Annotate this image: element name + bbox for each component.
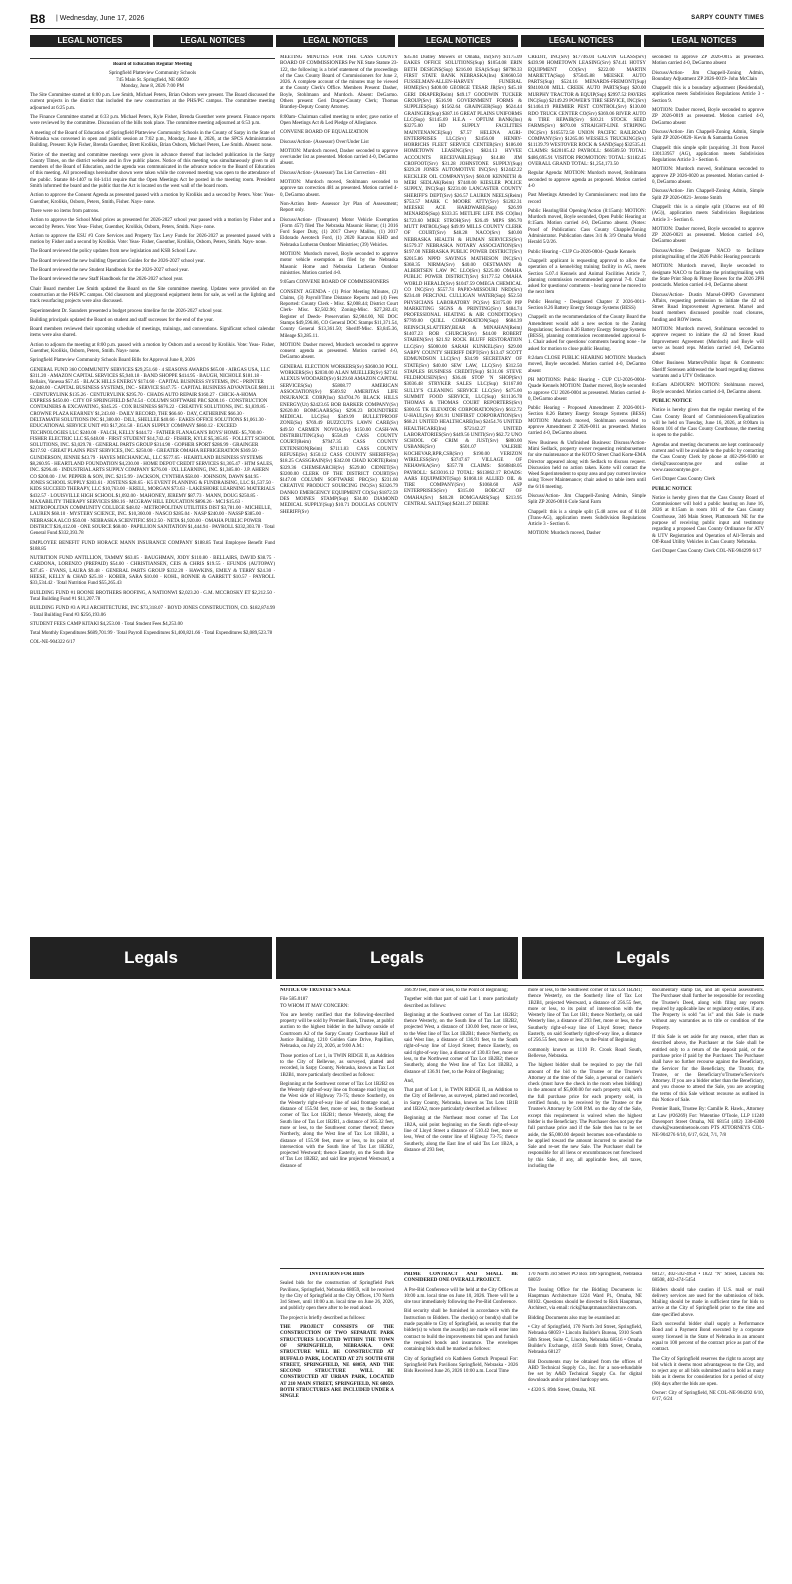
notice-top-rule bbox=[30, 58, 275, 59]
paragraph: Notice is hereby given that the regular meeting of the Cass County Board of Commissioners/Equalization will be held on Tuesday, June 16, 2026, at 8:00am in Room 101 of the Cass County Courthouse, the meeting is open to the public. bbox=[652, 408, 764, 439]
paragraph: Total Monthly Expenditures $689,701.99 · Total Payroll Expenditures $1,400,821.66 · Total Expenditures $2,089,523.78 bbox=[30, 631, 273, 637]
paragraph: Springfield Platteview Community Schools Board Bills for Approval June 8, 2026 bbox=[30, 358, 195, 364]
paragraph: THE PROJECT CONSISTS OF THE CONSTRUCTION OF TWO SEPARATE PARK STRUCTURES LOCATED WITHIN THE TOWN OF SPRINGFIELD, NEBRASKA. ONE STRUCTURE WILL BE CONSTRUCTED AT BUFFALO PARK, LOCATED AT 271 SOUTH 6TH STREET, SPRINGFIELD, NE 68059, AND THE SECOND STRUCTURE WILL BE CONSTRUCTED AT URBAN PARK, LOCATED AT 210 MAIN STREET, SPRINGFIELD, NE 68059. BOTH STRUCTURES ARE INCLUDED UNDER A SINGLE bbox=[280, 1325, 394, 1400]
notice-date: Monday, June 8, 2026 7:00 PM bbox=[121, 83, 184, 89]
paragraph: Public Hearing/Bid Opening/Action (8:15am): MOTION: Murdoch moved, Boyle seconded, Open Public Hearing at 8:15am. Motion carried 4-0, DeGarmo absent. (Notes: Proof of Publication: Cass County Chapple/Zoning Administrator. Publication dates 3/4 & 3/9 Omaha World Herald 5/2/26. bbox=[528, 208, 646, 246]
paragraph: The City of Springfield reserves the right to accept any bid which it deems most advantageous to the City, and to reject any or all bids submitted and to hold as many bids as it deems for consideration for a period of sixty (60) days after the bids are open. bbox=[652, 1356, 764, 1387]
paragraph: Bid Documents may be obtained from the offices of ABD Technical Supply Co., Inc. for a non-refundable fee set by A&D Technical Supply Co. for digital downloads and/or printed hardcopy sets. bbox=[528, 1359, 642, 1384]
legals-banner bbox=[30, 937, 764, 979]
bills-list: GENERAL FUND 360 COMMUNITY SERVICES $29,251.60 · 4 SEASONS AWARDS $65.00 · AIRGAS USA, LLC $311.20 · AMAZON CAPITAL SERVICES $5,940.18 · BAND SHOPPE $414.95 · BAUGH, NICHOLE $181.18 · Bellairs, Vanessa $57.45 · BLACK HILLS ENERGY $174.60 · CAPITAL BUSINESS SYSTEMS, INC - PRINTER $2,048.00 · CAPITAL BUSINESS SYSTEMS, INC - SERVICE $147.75 · CAPITAL BUSINESS ADVANTAGE $801.11 · CENTURYLINK $135.26 · CENTURYLINK $295.70 · CHADS AUTO REPAIR $160.27 · CHICK-A-HOMA EXPRESS $450.00 · CITY OF SPRINGFIELD $474.54 · COLUMN SOFTWARE PBC $200.16 · CONSTRUCTION CONTAINERS & EXCAVATING, $345.25 · COX BUSINESS $676.22 · CREATIVE SOLUTIONS, INC. $1,839.85 · CROWNE PLAZA KEARNEY $1,243.60 · DAILY RECORD, THE $66.60 · DAY, CATHERINE $66.30 · DELTAMATH SOLUTIONS INC $1,380.00 · DILL, SHELLEE $40.66 · EAKES OFFICE SOLUTIONS $1,061.30 · EDUCATIONAL SERVICE UNIT #03 $17,261.58 · EGAN SUPPLY COMPANY $860.12 · EXCEED TECHNOLOGIES LLC $240.00 · FALCH, KELLY $444.72 · FATHER FLANAGAN'S BOYS' HOME- $5,700.00 · FISHER ELECTRIC LLC $5,648.00 · FIRST STUDENT $14,742.42 · FISHER, KYLE $5,365.85 · FOLLETT SCHOOL SOLUTIONS, INC. $3,029.78 · GENERAL PARTS GROUP $314.90 · GOPHER SPORT $286.99 · GRAINGER $217.92 · GREAT PLAINS PEST SERVICES, INC. $250.00 · GREATER OMAHA REFRIGERATION $369.50 · GUNDERSON, JENNIE $43.79 · HAYES MECHANICAL, LLC $577.65 · HEARTLAND BUSINESS SYSTEMS $8,260.95 · HEARTLAND FOUNDATION $4,230.00 · HOME DEPOT CREDIT SERVICES $1,305.47 · HTM SALES, INC. $296.46 · INDUSTRIAL ARTS SUPPLY COMPANY $276.00 · IXL LEARNING, INC. $1,385.00 · J.P. AHERN CO $200.00 · J.W. PEPPER & SON, INC. $215.99 · JACKSON, CYNTHIA $58.00 · JOHNSON, DAWN $44.95 · JONES SCHOOL SUPPLY $283.61 · JOSTENS $28.65 · K5 EVENT PLANNING & FUNDRAISING, LLC $1,537.50 · KIDS SUCCEED THERAPY, LLC $10,763.00 · KRELL, MORGAN $73.63 · LAKESHORE LEARNING MATERIALS $432.57 · LOUISVILLE HIGH SCHOOL $1,092.00 · MAHONEY, JEREMY $87.73 · MANN, DOUG $250.85 · MAXABILITY THERAPY SERVICES $98.16 · MCGRAW HILL EDUCATION $896.26 · MCI $15.63 · METROPOLITAN COMMUNITY COLLEGE $48.02 · METROPOLITAN UTILITIES DIST $3,781.00 · MICHELLE, LAUREN $68.10 · MYSTERY SCIENCE, INC. $10,360.00 · NASCO $285.04 · NASP $240.00 · NASSP $385.00 · NEBRASKA ALCO $50.00 · NEBRASKA SCIENTIFIC $912.50 · NETA $1,920.00 · OMAHA PUBLIC POWER DISTRICT $26,412.00 · ONE SOURCE $68.00 · PAPILLION SANITATION $1,444.94 · PAYROLL $332,303.78 · Total General Fund $332,393.78 bbox=[30, 367, 275, 537]
paragraph: Each successful bidder shall supply a Performance Bond and a Payment Bond executed by a corporate surety licensed in the State of Nebraska in an amount equal to 100 percent of the contract price as part of the contract. bbox=[652, 1322, 764, 1353]
legal-notices-banner bbox=[30, 35, 764, 47]
paragraph: BUILDING FUND #1 BOONE BROTHERS ROOFING, A NATIONWI $2,023.20 · G.M. MCCROSKY ET $2,212.50 · Total Building Fund #1 $11,207.78 bbox=[30, 590, 275, 602]
paragraph: The project is briefly described as follows: bbox=[280, 1315, 366, 1321]
banner-label: LEGAL NOTICES bbox=[30, 35, 150, 47]
paragraph: Discuss/Action- Jim Chappell-Zoning Admin, Simple Split ZP 2026-0020- Kevin & Samantha Gorsen bbox=[652, 129, 764, 142]
paragraph: Owner: City of Springfield, NE COL-NE-904292 6/10, 6/17, 6/24 bbox=[652, 1391, 764, 1403]
paragraph: PRIME CONTRACT AND SHALL BE CONSIDERED ONE OVERALL PROJECT. bbox=[404, 1272, 518, 1284]
paragraph: Chair Board member Lee Smith updated the Board on the Site committee meeting. Updates were provided on the construction at the PHS/PC campus. Old classroom and playground equipment items for sale, as well as the lighting and track resurfacing projects were also discussed. bbox=[30, 286, 275, 305]
paragraph: 68127, 402-592-4950 • 1822 "N" Street, Lincoln NE 68508, 402-474-5454 bbox=[652, 1272, 764, 1284]
paragraph: Action to approve the Consent Agenda as presented passed with a motion by Krolikis and a second by Peters. Vote: Yeas- Guenther, Krolikis, Osborn, Peters, Smith, Fisher. Nays- none. bbox=[30, 193, 275, 205]
paragraph: Beginning at the Northeast most corner of Tax Lot 1B2A, said point beginning on the South right-of-way line of Lloyd Street a distance of 510.42 feet, more or less, West of the center line of Highway 73-75; thence Southerly, along the East line of said Tax Lot 1B2A, a distance of 293 feet, bbox=[404, 1116, 518, 1153]
paragraph: 8:45am ADJOURN: MOTION: Stohlmann moved, Boyle seconded. Motion carried 4-0, DeGarmo absent. bbox=[652, 383, 764, 395]
paragraph: Bidders should take caution if U.S. mail or mail delivery services are used for the submission of bids. Mailing should be made in sufficient time for bids to arrive at the City of Springfield prior to the time and date specified above. bbox=[652, 1287, 764, 1318]
paragraph: Beginning at the Southwest corner of Tax Lot 1B2B2 on the Westerly right-of-way line on frontage road lying on the West side of Highway 73-75; thence Southerly, on the Westerly right-of-way line of said frontage road, a distance of 155.94 feet, more or less, to the Southeast corner of Tax Lot 1B2B1; thence Westerly, along the South line of Tax Lot 1B2B1, a distance of 365.32 feet, more or less, to the Southwest corner thereof; thence Northerly, along the West line of Tax Lot 1B2B1, a distance of 155.90 feet, more or less, to its point of intersection with the South line of Tax Lot 1B2B2, projected Westward; thence Easterly, on the South line of Tax Lot 1B2B2, and said line projected Westward, a distance of bbox=[280, 1081, 394, 1169]
paragraph: BUILDING FUND #3 A PLI ARCHITECTURE, INC $73,318.07 · BOYD JONES CONSTRUCTION, CO. $182,874.99 · Total Building Fund #3 $256,193.06 bbox=[30, 606, 275, 618]
paragraph: Bidding Documents also may be examined at: bbox=[528, 1315, 621, 1321]
paragraph: And, bbox=[404, 1078, 414, 1084]
paragraph: Chappell: this is a simple split (5.48 acres out of 61.08 (Trans-AG), application meets Subdivision Regulations Article 3 - Section 6. bbox=[528, 509, 646, 528]
trustee-sale-col-1 bbox=[280, 988, 394, 1263]
paragraph: MOTION: Dasher moved, Boyle seconded to approve ZP 2026-0019 as presented. Motion carried 4-0, DeGarmo absent bbox=[652, 108, 764, 126]
paragraph: Notice of the meeting and committee meetings were given in advance thereof that included publication in the Sarpy County Times, on the district website and in five public places. Notice of this meeting was simultaneously given to all members of the Board of Education, and the agenda was communicated in the advance notice to the Board of Education of this meeting. All proceedings hereinafter shown were taken while the convened meeting was open to the attendance of the public. Statute 84-1407 to 84-1414 require that the Open Meetings Act be posted in the meeting room. President Smith informed the board and the public that the Act is located on the west wall of the board room. bbox=[30, 152, 275, 190]
notice-top-rule bbox=[280, 1268, 764, 1269]
paragraph: Notice is hereby given that the Cass County Board of Commissioner will hold a public hearing on June 16, 2026 at 8:15am in room 101 of the Cass County Courthouse, 346 Main Street, Plattsmouth NE for the purpose of receiving public input and testimony regarding a proposed Cass County Ordinance for ATV & UTV Registration and Operation of All-Terrain and Off-Road Utility Vehicles in Cass County Nebraska. bbox=[652, 495, 764, 545]
legals-label: Legals bbox=[522, 937, 764, 979]
paragraph: more or less, to the Southwest corner of Tax Lot 1B2B1; thence Westerly, on the Southerly line of Tax Lot 1B2B1, projected Westward, a distance of 256.55 feet, more or less, to its point of intersection with the Westerly line of Tax Lot 1B1; thence Northerly, on said Westerly line, a distance of 293 feet, more or less, to the Southerly right-of-way line of Lloyd Street; thence Easterly, on said Southerly right-of-way line, a distance of 256.55 feet, more or less, to the Point of Beginning bbox=[528, 988, 642, 1044]
paragraph: Past Meetings Attended by Commissioners: read into the record bbox=[528, 193, 646, 205]
paragraph: If this Sale is set aside for any reason, other than as described above, the Purchaser at the Sale shall be entitled only to a return of the deposit paid, or the purchase price if paid by the Purchaser. The Purchaser shall have no further recourse against the Beneficiary, the Servicer for the Beneficiary, the Trustor, the Trustee, or the Beneficiary's/Trustee's/Servicer's Attorney. If you are a bidder other than the Beneficiary, and you choose to attend the Sale, you are accepting the terms of this Sale without recourse as outlined in this Notice of Sale. bbox=[652, 1035, 764, 1104]
paragraph: 170 North 3rd Street PO Box 189 Springfield, Nebraska 68059 bbox=[528, 1272, 642, 1284]
paragraph: CREDIT, INC(Srv) $17746.04 GALVIN GLASS(Srv) $439.90 HOMETOWN LEASING(Srv) $74.41 HOTSY EQUIPMENT CO(Srv) $222.00 MARTIN MARIETTA(Sup) $75045.88 MEESKE AUTO PARTS(Sup) $524.16 MENARDS-FREMONT(Sup) $94100.00 MILL CREEK AUTO PARTS(Sup) $20.00 MURPHY TRACTOR & EQUIP(Sup) $2997.52 PAVERS INC(Sup) $2149.29 POWER'S TIRE SERVICE, INC(Srv) $11464.19 PREMIER PEST CONTROL(Srv) $130.00 RDO TRUCK CENTER CO(Srv) $369.06 RIVER AUTO & TIRE REPAIR(Srv) $10.21 STOCK SEED FARMS(Srv) $870.00 STRAIGHT-LINE STRIPING INC(Srv) $165572.50 UNION PACIFIC RAILROAD COMPANY(Srv) $1265.06 WESSELS TRUCKING(Srv) $11139.79 WESTOVER ROCK & SAND(Sup) $32535.41 CLAIMS: $420105.42 PAYROLL: $66589.50 TOTAL: $486,695.91 VISITOR PROMOTION: TOTAL: $1182.45 OVERALL GRAND TOTAL: $1,254,173.50 bbox=[528, 55, 646, 168]
bids-col-2 bbox=[404, 1272, 518, 1572]
roads-col bbox=[528, 55, 646, 927]
paragraph: MOTION: Murdoch moved, Boyle seconded to designate NACO to facilitate the printing/mailing with the State Print Shop & Pitney Bowes for the 2026 2PH postcards. Motion carried 4-0, DeGarmo absent bbox=[652, 264, 764, 289]
paragraph: Building principals updated the Board on student and staff successes for the end of the year. bbox=[30, 317, 214, 323]
paragraph: seconded to approve ZP 2026-0015 as presented. Motion carried 4-0, DeGarmo absent bbox=[652, 55, 764, 67]
paragraph: You are hereby notified that the following-described property will be sold by Premier Bank, Trustee, at public auction to the highest bidder in the hallway outside of Courtroom A2 of the Sarpy County Courthouse Hall of Justice Building, 1210 Golden Gate Drive, Papillion, Nebraska, on July 23, 2026, at 9:00 A.M.: bbox=[280, 1012, 394, 1050]
paragraph: Chappell: this is a boundary adjustment (Residential), application meets Subdivision Regulations Article 3 - Section 9. bbox=[652, 86, 764, 104]
paragraph: Board members reviewed their upcoming schedule of meetings, trainings, and conventions. Significant school calendar items were also shared. bbox=[30, 327, 275, 339]
cass-county-minutes-col bbox=[280, 55, 398, 927]
paragraph: • City of Springfield, 170 North 3rd Street, Springfield, Nebraska 68059 • Lincoln Builder's Bureau, 5910 South 58th Street, Suite C, Lincoln, Nebraska 68516 • Omaha Builder's Exchange, 4159 South 84th Street, Omaha, Nebraska 68127 bbox=[528, 1325, 642, 1356]
claims-col bbox=[404, 55, 522, 927]
paragraph: Beginning at the Southwest corner of Tax Lot 1B2B2; thence Westerly, on the South line of Tax Lot 1B2B2, projected West, a distance of 130.00 feet, more or less, to the West line of Tax Lot 1B2B1; thence Northerly, on said West line, a distance of 136.91 feet, to the South right-of-way line of Lloyd Street; thence Easterly, on said right-of-way line, a distance of 130.03 feet, more or less, to the Northwest corner of Tax Lot 1B2B2; thence Southerly, along the West line of Tax Lot 1B2B2, a distance of 136.91 feet, to the Point of Beginning; bbox=[404, 1012, 518, 1075]
paragraph: documentary stamp tax, and all special assessments. The Purchaser shall further be responsible for recording the Trustee's Deed, along with filing any reports required by applicable law or regulatory entities, if any. The Property is sold "as is" and this Sale is made without any warranties as to title or condition of the Property. bbox=[652, 988, 764, 1031]
paragraph: Those portion of Lot 1, in TWIN RIDGE II, an Addition to the City of Bellevue, as surveyed, platted and recorded, in Sarpy County, Nebraska, known as Tax Lot 1B2B1, more particularly described as follows: bbox=[280, 1053, 394, 1078]
trustee-sale-col-3 bbox=[528, 988, 642, 1263]
paragraph: $35.04 Dudley Mowers of Omaha, Inc(Srv) $1175.09 EAKES OFFICE SOLUTIONS(Sup) $1054.08 ERIN BETH DESIGNS(Sup) $216.00 ESA(S/Sup) $8798.33 FIRST STATE BANK NEBRASKA(Ins) $36660.50 FUSSELMAN-ALLEN-HARVEY FUNERAL HOME(Srv) $400.00 GEORGE TESAR JR(Srv) $45.18 GERI DRAPER(Reim) $49.17 GOODWIN TUCKER GROUP(Srv) $516.90 GOVERNMENT FORMS & SUPPLIES(Sup) $1562.64 GRAINGER(Sup) $624.44 GRAINGER(Sup) $387.16 GREAT PLAINS UNIFORMS LLC(Sup) $1145.69 H.E.A - OPTUM BANK(Ins) $3275.00 HD SUPPLY FACILITIES MAINTENANCE(Sup) $7.57 HELENA AGRI-ENTERPRISES LLC(Srv) $2456.00 HENRY-HORRICHS FLEET SERVICE CENTER(Srv) $186.00 HOMETOWN LEASING(Srv) $824.13 HYVEE ACCOUNTS RECEIVABLE(Sup) $14.88 JIM CROFOOT(Srv) $31.28 JOHNSTONE SUPPLY(Sup) $329.20 JONES AUTOMOTIVE INC(Srv) $12442.22 KECKLER OIL COMPANY(Srv) $60.00 KENNETH & MERI SEDLAK(Reim) $7440.00 KIESLER POLICE SUPPLY, INC(Sup) $2231.00 LANCASTER COUNTY SHERIFF'S DEPT(Srv) $26.57 LAUREN NEELS(Reim) $753.57 MARK C MOORE ATTY(Srv) $1202.31 MEESKE ACE HARDWARE(Sup) $26.99 MENARDS(Sup) $333.35 METLIFE LIFE INS CO(Ins) $1723.60 MIKE STROH(Srv) $26.49 MIPS $96.70 MUTT PATROL(Sup) $49.99 MILLS COUNTY CLERK OF COURT(Srv) $48.28 NACO(Srv) $40.00 NEBRASKA HEALTH & HUMAN SERVICES(Srv) $1579.37 NEBRASKA NOTARY ASSOCIATION(Srv) $197.00 NEBRASKA PUBLIC POWER DISTRICT(Srv) $2015.86 NPPD SAVINGS MATHESON INC(Srv) $368.35 NIRMA(Srv) $40.00 OESTMANN & ALBERTSEN LAW PC LLO(Srv) $225.00 OMAHA PUBLIC POWER DISTRICT(Srv) $1177.52 OMAHA WORLD HERALD(Srv) $1047.59 OMEGA CHEMICAL CO INC(Srv) $557.74 PAPIO-MISSOURI NRD(Srv) $234.40 PERCIVAL CULLIGAN WATER(Sup) $52.50 PHYSICIANS LABORATORY PC(Srv) $3175.00 PIP MARKETING SIGNS & PRINTING(Srv) $484.74 PROFESSIONAL HEATING & AIR CONDITIO(Srv) $7769.00 QUILL CORPORATION(Sup) $684.39 REINSCH,SLATTERY,BEAR & MINAHAN(Reim) $1407.23 ROB CHURCH(Srv) $44.00 ROBERT STABEN(Srv) $21.92 ROCK BLUFF RESTORATION LLC(Srv) $5000.00 SARAH KUNKEL(Srv) $29.00 SARPY COUNTY SHERIFF DEPT(Srv) $13.47 SCOTT EDMUNDSON LLC(Srv) $34.99 SECRETARY OF STATE(Srv) $40.00 SEW LAW, LLC(Srv) $312.50 STAPLES BUSINESS CREDIT(Sup) $131.06 STEVE FELDHOUSEN(Srv) $36.46 STOP 'N SHOP(Srv) $3036.48 STRYKER SALES LLC(Sup) $1167.80 SULLY'S CLEANING SERVICE LLC(Srv) $475.00 SUMMIT FOOD SERVICE, LLC(Sup) $11136.78 THOMAS & THOMAS COURT REPORTERS(Srv) $300.65 TK ELEVATOR CORPORATION(Srv) $612.72 U-HAUL(Srv) $91.91 UNIFIRST CORPORATION(Srv) $68.21 UNITED HEALTHCARE(Ins) $2454.76 UNITED HEALTHCARE(Ins) $72142.27 UNITED LABORATORIES(Srv) $449.56 UNITI(Srv) $62.72 UNO SCHOOL OF CRIM & JUST(Srv) $800.00 USBANK(Srv) $501.07 VALERIE KOCHEVAR,RPR,CSR(Srv) $190.00 VERIZON WIRELESS(Srv) $3747.67 VILLAGE OF NEHAWKA(Srv) $357.78 CLAIMS: $160848.05 PAYROLL: $433016.12 TOTAL: $613862.17 ROADS: AARS EQUIPMENT(Sup) $1060.18 ALLIED OIL & TIRE COMPANY(Srv) $1068.60 ASP ENTERPRISES(Srv) $315.00 BOBCAT OF OMAHA(Srv) $40.28 BOMGAARS(Sup) $213.95 CENTRAL SALT(Sup) $4241.27 DEERE bbox=[404, 55, 522, 508]
paragraph: MOTION: Murdoch moved, Dasher bbox=[528, 531, 601, 537]
paragraph: MOTION: Dasher moved, Boyle seconded to approve ZP 2026-0021 as presented. Motion carried 4-0, DeGarmo absent bbox=[652, 226, 764, 245]
paragraph: Discuss/Action- Jim Chappell-Zoning Admin, Boundary Adjustment ZP 2026-0019- John McClain bbox=[652, 70, 764, 82]
bids-col-1 bbox=[280, 1272, 394, 1572]
paragraph: Discuss/Action- (Assessor) Over/Under List bbox=[280, 139, 369, 145]
trustee-sale-title: NOTICE OF TRUSTEE'S SALE bbox=[280, 988, 351, 993]
paragraph: 8:00am- Chairman called meeting to order; gave notice of Open Meetings Act & Led Pledge of Allegiance. bbox=[280, 114, 398, 126]
banner-label: LEGAL NOTICES bbox=[276, 35, 396, 47]
paragraph: City of Springfield c/o Kathleen Gottsch Proposal For: Springfield Park Pavilions Springfield, Nebraska - 2026 Bids Received June 26, 2026 10:00 a.m. Local Time bbox=[404, 1356, 518, 1375]
paragraph: The Board reviewed the new building Operation Guides for the 2026-2027 school year. bbox=[30, 258, 205, 264]
paragraph: Public Hearing - Proposed Amendment Z 2026-0011- Section 8.26 Battery Energy Storage Systems (BESS) MOTION: Murdoch moved, Stohlmann seconded to approve Amendment Z 2026-0011 as presented. Motion carried 4-0, DeGarmo absent. bbox=[528, 406, 646, 437]
paragraph: Action to approve the ESU #3 Core Services and Property Tax Levy Funds for 2026-2027 as presented passed with a motion by Fisher and a second by Krolikis. Vote: Yeas- Fisher, Guenther, Krolikis, Osborn, Peters, Smith. Nays- none. bbox=[30, 233, 275, 246]
notice-title: Board of Education Regular Meeting bbox=[112, 62, 193, 67]
paragraph: Superintendent Dr. Saunders presented a budget process timeline for the 2026-2027 school year. bbox=[30, 308, 223, 314]
paragraph: PH MOTIONS: Public Hearing - CUP CU-2026-0004- Quade Kennels MOTION: Dasher moved, Boyle seconded to approve CU 2026-0004 as presented. Motion carried 4-0, DeGarmo absent bbox=[528, 377, 646, 402]
paragraph: Public Hearing - CUP Cu-2026-0004- Quade Kennels bbox=[528, 249, 636, 255]
paragraph: The Issuing Office for the Bidding Documents is: Hauptman Architecture 1224 Ward Pl., Omaha, NE 68102. Questions should be directed to Rick Hauptman, Architect, via email: rick@hauptmanarchitecture.com. bbox=[528, 1287, 642, 1312]
paragraph: Discuss/Action- (Assessor) Tax List Correction - 481 bbox=[280, 170, 387, 176]
paragraph: The Site Committee started at 6:00 p.m. Lee Smith, Michael Peters, Brian Osborn were present. The Board discussed the current projects in the district that included the new construction at the PHS/PC campus. The committee meeting adjourned at 6:25 p.m. bbox=[30, 93, 275, 111]
paragraph: Regular Agenda: MOTION: Murdoch moved, Stohlmann seconded to approve agenda as proposed. Motion carried 4-0 bbox=[528, 171, 646, 189]
paragraph: MOTION: Dasher moved, Murdoch seconded to approve consent agenda as presented. Motion carried 4-0, DeGarmo absent. bbox=[280, 342, 398, 361]
paragraph: Discuss/Action- Jim Chappell-Zoning Admin, Simple Split ZP 2026-0016 Cole Sand Farm bbox=[528, 494, 646, 506]
page-number: B8 bbox=[30, 12, 46, 26]
bids-col-4 bbox=[652, 1272, 764, 1572]
newspaper-name: SARPY COUNTY TIMES bbox=[691, 15, 764, 21]
paragraph: Discuss/Action- (Treasurer) Motor Vehicle Exemption (Form 457) filed The Nebraska Masonic Home; (1) 2016 Ford Super Duty, (1) 2017 Chevy Malibu, (1) 2017 Eldorado Aerotech Ford, (1) 2020 Karavan KHD and Nebraska Lutheran Outdoor Ministries; (39) Vehicles. bbox=[280, 217, 398, 248]
legals-label: Legals bbox=[276, 937, 518, 979]
notice-code: COL-NE-904322 6/17 bbox=[30, 640, 76, 646]
paragraph: Action to adjourn the meeting at 8:00 p.m. passed with a motion by Osborn and a second by Krolikis. Vote: Yeas- Fisher, Guenther, Krolikis, Osborn, Peters, Smith. Nays- none. bbox=[30, 342, 275, 354]
zoning-col bbox=[652, 55, 764, 927]
paragraph: The Board reviewed the new Student Handbook for the 2026-2027 school year. bbox=[30, 268, 189, 274]
paragraph: The highest bidder shall be required to pay the full amount of the bid to the Trustee or the Trustee's Attorney at the time of the Sale, a personal or cashier's check (must have the check in the room when bidding) in the amount of $5,000.00 for each property sold, with the full purchase price for each property sold, in certified funds, to be received by the Trustee or the Trustee's Attorney by 5:00 P.M. on the day of the Sale, except this requirement is waived when the highest bidder is the Beneficiary. The Purchaser does not pay the full purchase price and if the Sale then has to be set aside, the $5,000.00 deposit becomes non-refundable to be applied toward the amount incurred to unwind the Sale and re-set the new Sale. The Purchaser shall be responsible for all liens or encumbrances not foreclosed by this Sale, if any, all applicable fees, all taxes, including the bbox=[528, 1063, 642, 1170]
paragraph: GENERAL ELECTION WORKERS(Sv) $3600.30 POLL WORKERS(Sv) $2030.00 ALAN MUELLER(Sv) $27.61 ALEXUS WOODARD(Sv) $129.60 AMAZON CAPITAL SERVICES(Su) $5808.77 AMERICAN ASSOCIATION(Sv) $569.92 AMERITAS LIFE INSURANCE CORP(Ins) $34704.76 BLACK HILLS ENERGY(Ut) $2423.65 BOB BARKER COMPANY(Sv) $2620.00 BOMGAARS(Su) $296.23 BOUNDTREE MEDICAL LLC(Su) $349.99 BULLETPROOF ZONE(Su) $769.49 BUZZCUTS LAWN CARE(Sv) $49.50 CARMEN NOVOA(Sv) $150.00 CASH-WA DISTRIBUTING(Su) $558.49 CASS COUNTY COURT(Reim) $7947.35 CASS COUNTY EXTENSION(Reim) $7111.83 CASS COUNTY REFUSE(Sv) $150.12 CASS COUNTY SHERIFF(Sv) $18.25 CASSGRAIN(Sv) $342.00 CHAD KORTE(Reim) $329.36 CHEMSEARCH(Sv) $529.80 CIDNET(Sv) $3200.00 CLERK OF THE DISTRICT COURT(Sv) $147.00 COLUMN SOFTWARE PBC(Sv) $231.60 CREATIVE PRODUCT SOURCING INC(Sv) $3326.79 DANKO EMERGENCY EQUIPMENT CO(Su) $1872.59 DES MOINES STAMP(Sup) $34.00 DIAMOND MEDICAL SUPPLY(Sup) $10.71 DOUGLAS COUNTY SHERIFF(Sv) bbox=[280, 364, 398, 515]
paragraph: MOTION: Murdoch moved, Stohlmann seconded to approve ZP 2026-0020 as presented. Motion carried 4-0, DeGarmo absent. bbox=[652, 167, 764, 186]
paragraph: The Board reviewed the new Staff Handbook for the 2026-2027 school year. bbox=[30, 277, 184, 283]
paragraph: MOTION: Murdoch moved, Dasher seconded to approve over/under list as presented. Motion carried 4-0, DeGarmo absent. bbox=[280, 148, 398, 167]
banner-label: LEGAL NOTICES bbox=[521, 35, 641, 47]
paragraph: New Business & Unfinished Business: Discuss/Action- Mimi Sedlack, property owner requesting reimbursement for site maintenance at the KOTO Street Chad Korte-EMA Director appeared along with Sedlack to discuss request. Discussion held no action taken. Korte will contact the Weed Superintendent to spray area and pay current invoice using Tower Maintenance; chair asked to table item until the 6/16 meeting. bbox=[528, 440, 646, 490]
banner-label: LEGAL NOTICES bbox=[153, 35, 273, 47]
paragraph: Discuss/Action- Designate NACO to facilitate printing/mailing of the 2026 Public Hearing postcards bbox=[652, 248, 764, 261]
paragraph: Action to approve the School Meal prices as presented for 2026-2027 school year passed with a motion by Fisher and a second by Peters. Vote: Yeas- Fisher, Guenther, Krolikis, Osborn, Peters, Smith. Nays- none. bbox=[30, 218, 275, 230]
paragraph: A meeting of the Board of Education of Springfield Platteview Community Schools in the County of Sarpy in the State of Nebraska was convened in open and public session at 7:02 p.m., Monday, June 8, 2026, at the SPCS Administration Building. Present: Kyle Fisher, Brenda Guenther, Brett Krolikis, Brian Osborn, Michael Peters, Lee Smith. Absent: none. bbox=[30, 130, 275, 149]
paragraph: There were no items from patrons. bbox=[30, 208, 100, 214]
notice-subtitle: Springfield Platteview Community Schools bbox=[108, 71, 197, 77]
paragraph: Public Hearing - Designated Chapter Z 2026-0011- Section 8.26 Battery Energy Storage Systems (BESS) bbox=[528, 299, 646, 311]
paragraph: TO WHOM IT MAY CONCERN: bbox=[280, 1003, 349, 1009]
notice-top-rule bbox=[280, 985, 764, 986]
trustee-sale-col-2 bbox=[404, 988, 518, 1263]
file-number: File 585.0187 bbox=[280, 997, 308, 1003]
paragraph: MEETING MINUTES FOR THE CASS COUNTY BOARD OF COMMISSIONERS Per NE State Statute 23-122, the following is a brief statement of the proceedings of the Cass County Board of Commissioners for June 2, 2026. A complete account of the minutes may be viewed at the County Clerk's Office. Members Present: Dasher, Boyle, Stohlmann and Murdoch. Absent: DeGarmo. Others present: Geri Draper-County Clerk; Thomas Brantley-Deputy County Attorney. bbox=[280, 55, 398, 111]
issue-date: | Wednesday, June 17, 2026 bbox=[56, 15, 145, 22]
paragraph: Chappell: this is a simple split (10acres out of 80 (AG)), application meets Subdivision Regulations Article 3 - Section 6. bbox=[652, 204, 764, 223]
paragraph: EMPLOYEE BENEFIT FUND HORACE MANN INSURANCE COMPANY $188.85 Total Employee Benefit Fund $188.85 bbox=[30, 540, 275, 552]
paragraph: CONSENT AGENDA - (1) Prior Meeting Minutes, (2) Claims, (3) Payroll/Time Distance Reports and (4) Fees Reported: County Clerk - Misc. $2,008.44; District Court Clerk- Misc. $2,502.96; Zoning-Misc. $27,282.43; Register of Deeds- Preservation $2,984.00, NE DOC Stamps $49,596.86, CO General DOC Stamps $11,371.54, County General $13,361.50; Sheriff-Misc. $3,845.36, Mileage $3,285.11. bbox=[280, 289, 398, 339]
paragraph: Chappell: applicant is requesting approval to allow the operation of a kennel/dog training facility in AG, meets Section 5.07.4 Kennels and Animal Facilities Article 7, planning commission recommended approval 7-0. Chair asked for questions/ comments - hearing none he moved to the next item bbox=[528, 258, 646, 296]
notice-address: 745 Main St. Springfield, NE 68059 bbox=[116, 77, 189, 83]
paragraph: Discuss/Action- Jim Chappell-Zoning Admin, Simple Split ZP 2026-0021- Jerome Smith bbox=[652, 189, 764, 201]
paragraph: Premier Bank, Trustee By: Camille R. Hawk., Attorney at Law (#26269) For: Watentine O'Toole, LLP 11240 Davenport Street Omaha, NE 68154 (402) 330-6300 chawk@watentinetoole.com PTS ATTORNEYS COL-NE-904276 6/10, 6/17, 6/24, 7/1, 7/8 bbox=[652, 1107, 764, 1138]
paragraph: The Board reviewed the policy updates from new legislation and KSB School Law. bbox=[30, 249, 197, 255]
page-header bbox=[30, 10, 764, 30]
paragraph: That part of Lot 1, in TWIN RIDGE II, an Addition to the City of Bellevue, as surveyed, platted and recorded, in Sarpy County, Nebraska, known as Tax Lots 1B1B and 1B2A2, more particularly described as follows: bbox=[404, 1088, 518, 1113]
paragraph: NUTRITION FUND ANTILLION, TAMMY $63.05 · BAUGHMAN, JODY $110.80 · BELLAIRS, DAVID $38.75 · CARDONA, LORENZO (PREPAID) $54.00 · CHRISTIANSEN, CEIS & CHRIS $19.55 · EFUNDS (AUTOPAY) $37.45 · EVANS, LAURA $9.48 · GENERAL PARTS GROUP $332.20 · HAWKINS, EMILY & TERRY $24.30 · HEESE, KELLY & CHAD $25.18 · KOBER, SARA $10.00 · KOHL, RONNIE & GARRETT $10.57 · PAYROLL $33,534.42 · Total Nutrition Fund $55,265.43 bbox=[30, 556, 275, 587]
paragraph: MOTION: Murdoch moved, Stohlmann seconded to approve tax correction 481 as presented. Motion carried 4-0, DeGarmo absent. bbox=[280, 180, 398, 198]
paragraph: MOTION: Murdoch moved, Stohlmann seconded to approve request to initiate the 42 nd Street Road Improvement Agreement (Murdoch) and Boyle will serve as board reps. Motion carried 4-0, DeGarmo absent bbox=[652, 326, 764, 358]
paragraph: Geri Draper Cass County Clerk bbox=[652, 477, 716, 483]
paragraph: Non-Action Item- Assessor 3yr Plan of Assessment; Report only. bbox=[280, 201, 398, 214]
bids-col-3 bbox=[528, 1272, 642, 1572]
paragraph: Geri Draper Cass County Clerk COL-NE-904299 6/17 bbox=[652, 549, 762, 555]
bids-title: INVITATION FOR BIDS bbox=[309, 1272, 365, 1277]
paragraph: • 4320 S. 89th Street, Omaha, NE bbox=[528, 1387, 596, 1393]
paragraph: A Pre-Bid Conference will be held at the City Offices at 10:00 a.m. local time on June 10, 2026. There will be a site tour immediately following the Pre-Bid Conference. bbox=[404, 1287, 518, 1306]
trustee-sale-col-4 bbox=[652, 988, 764, 1263]
board-of-education-notice bbox=[30, 62, 275, 932]
paragraph: Bid security shall be furnished in accordance with the Instruction to Bidders. The check(s) or bond(s) shall be made payable to City of Springfield, as security that the bidder(s) to whom the award(s) are made will enter into contract to build the improvements bid upon and furnish the required bonds and insurance. The envelopes containing bids shall be marked as follows: bbox=[404, 1309, 518, 1353]
section-heading: 9:05am CONVENE BOARD OF COMMISSIONERS bbox=[280, 280, 389, 286]
paragraph: Discuss/Action- Dustin Marsel-OPPD Government Affairs, requesting permission to initiate the 42 nd Street Road Improvement Agreement. Marsel and board members discussed possible road closures, funding and ROW items. bbox=[652, 292, 764, 323]
paragraph: The Finance Committee started at 6:33 p.m. Michael Peters, Kyle Fisher, Brenda Guenther were present. Finance reports were reviewed by the committee. Discussion of the bills took place. The committee meeting adjourned at 6:53 p.m. bbox=[30, 115, 275, 127]
paragraph: STUDENT FEES CAMP KITAKI $4,253.00 · Total Student Fees $4,253.00 bbox=[30, 621, 183, 627]
paragraph: Sealed bids for the construction of Springfield Park Pavilions, Springfield, Nebraska 68059, will be received by the City of Springfield at the City Offices, 170 North 3rd Street, until 10:00 a.m. local time on June 26, 2026, and publicly open there after to be read aloud. bbox=[280, 1281, 394, 1312]
public-notice-heading: PUBLIC NOTICE bbox=[652, 398, 692, 404]
paragraph: 366.99 feet, more or less, to the Point of Beginning; bbox=[404, 988, 508, 993]
paragraph: Chappell: on the recommendation of the County Board the Amendment would add a new section to the Zoning Regulations; Section 8.26 Battery Energy Storage Systems (BESS), planning commission recommended approval 6-1. Chair asked for questions/ comments hearing none - he asked for motion to close public Hearing. bbox=[528, 315, 646, 352]
banner-label: LEGAL NOTICES bbox=[644, 35, 764, 47]
paragraph: Agendas and meeting documents are kept continuously current and will be available to the public by contacting the Cass County Clerk by phone at 402-296-9300 or clerk@casscountyne.gov and online at www.casscountyne.gov . bbox=[652, 442, 764, 473]
legals-label: Legals bbox=[30, 937, 272, 979]
banner-label: LEGAL NOTICES bbox=[398, 35, 518, 47]
paragraph: Chappell: this simple split (acquiring .31 from Parcel 130133957 (AG), application meets Subdivision Regulations Article 3 - Section 6. bbox=[652, 145, 764, 164]
section-heading: CONVENE BOARD OF EQUALIZATION bbox=[280, 130, 369, 136]
paragraph: Other Business Matters/Public Input & Comments: Sheriff Sorensen addressed the board regarding distress warrants and a UTV Ordinance. bbox=[652, 361, 764, 380]
paragraph: commonly known as 1110 Ft. Crook Road South, Bellevue, Nebraska. bbox=[528, 1047, 642, 1059]
paragraph: 8:24am CLOSE PUBLIC HEARING MOTION: Murdoch moved, Boyle seconded. Motion carried 4-0, DeGarmo absent bbox=[528, 356, 646, 374]
paragraph: Together with that part of said Lot 1 more particularly described as follows: bbox=[404, 997, 518, 1009]
header-rule bbox=[30, 28, 764, 29]
public-notice-heading: PUBLIC NOTICE bbox=[652, 486, 692, 492]
paragraph: MOTION: Murdoch moved, Boyle seconded to approve motor vehicle exemption as filed by the Nebraska Masonic Home and Nebraska Lutheran Outdoor ministries. Motion carried 4-0. bbox=[280, 252, 398, 276]
